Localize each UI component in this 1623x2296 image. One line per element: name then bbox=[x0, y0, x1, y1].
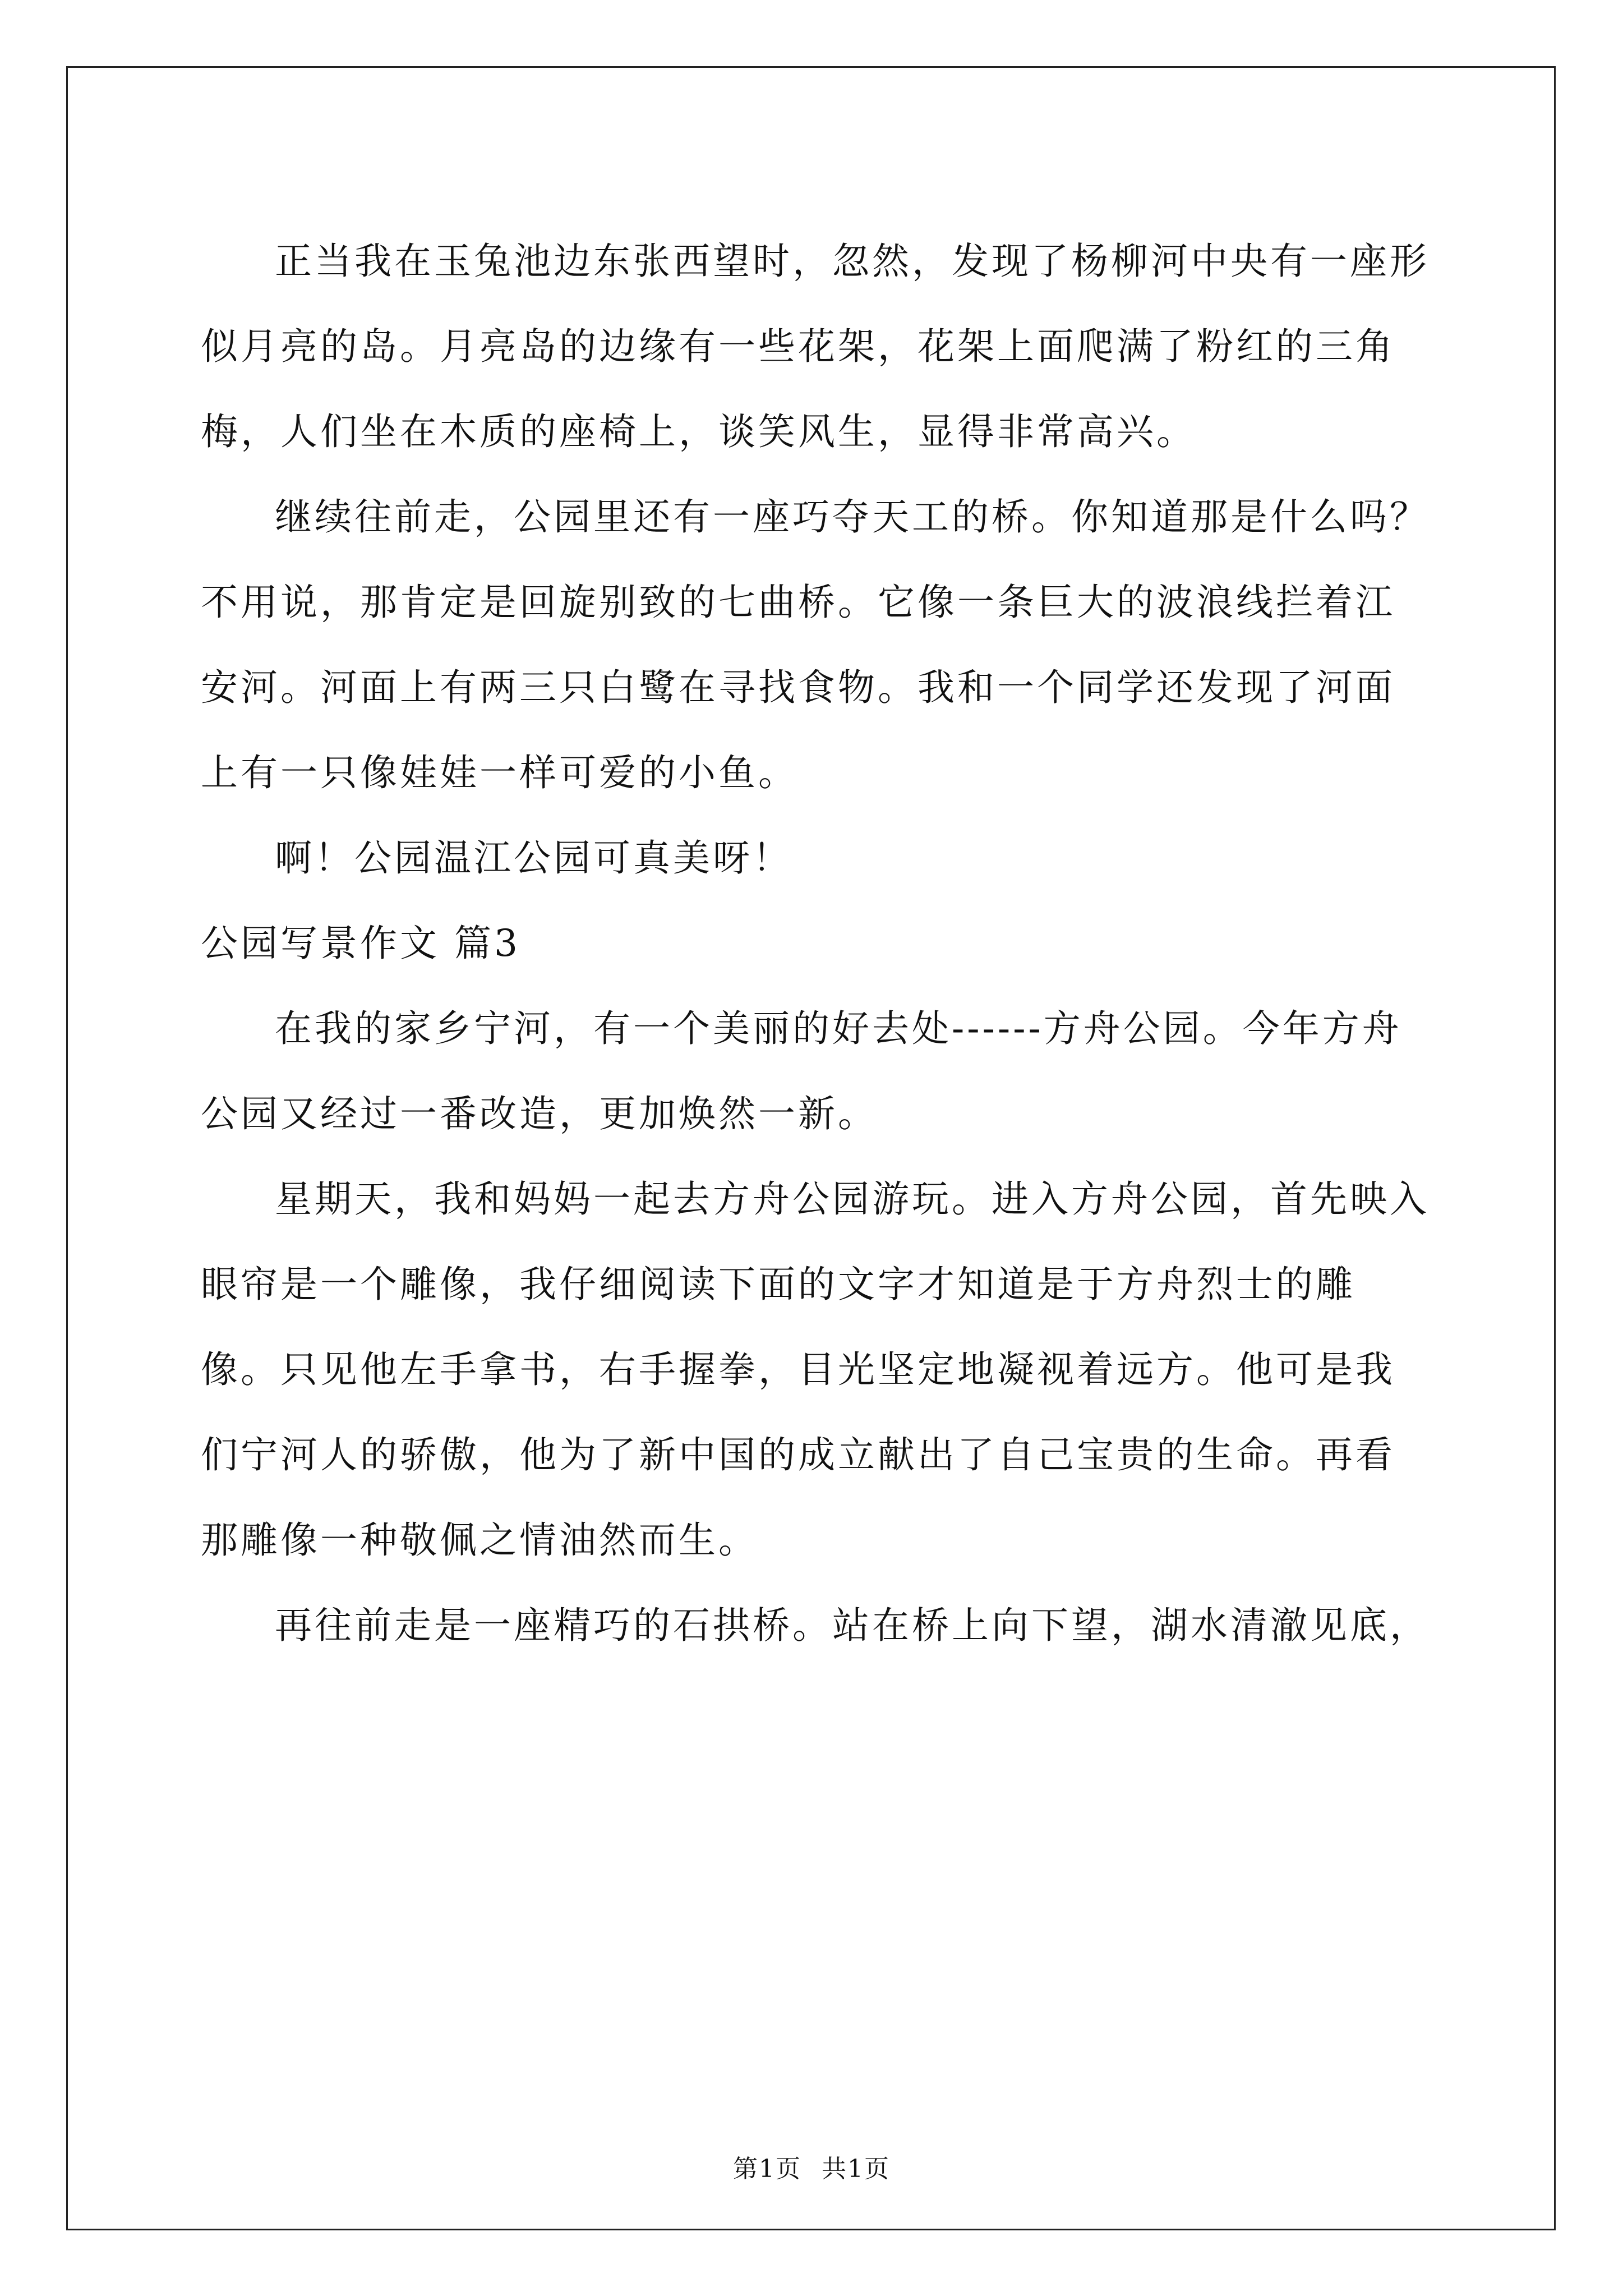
paragraph: 再往前走是一座精巧的石拱桥。站在桥上向下望，湖水清澈见底， bbox=[275, 1604, 1430, 1647]
paragraph: 继续往前走，公园里还有一座巧夺天工的桥。你知道那是什么吗？不用说，那肯定是回旋别致的七曲桥。它像一条巨大的波浪线拦着江安河。河面上有两三只白鹭在寻找食物。我和一个同学还发现了河面上有一只像娃娃一样可爱的小鱼。 bbox=[201, 495, 1430, 794]
paragraph: 正当我在玉兔池边东张西望时，忽然，发现了杨柳河中央有一座形似月亮的岛。月亮岛的边缘有一些花架，花架上面爬满了粉红的三角梅，人们坐在木质的座椅上，谈笑风生，显得非常高兴。 bbox=[201, 240, 1430, 453]
section-title: 公园写景作文 篇3 bbox=[201, 922, 520, 965]
page-total: 共1页 bbox=[822, 2155, 890, 2183]
paragraph: 在我的家乡宁河，有一个美丽的好去处------方舟公园。今年方舟公园又经过一番改造，更加焕然一新。 bbox=[201, 1007, 1402, 1135]
page-number: 第1页 bbox=[733, 2155, 801, 2183]
paragraph: 啊！公园温江公园可真美呀！ bbox=[275, 836, 792, 880]
page-footer bbox=[0, 2148, 1623, 2184]
paragraph: 星期天，我和妈妈一起去方舟公园游玩。进入方舟公园，首先映入眼帘是一个雕像，我仔细阅读下面的文字才知道是于方舟烈士的雕像。只见他左手拿书，右手握拳，目光坚定地凝视着远方。他可是我们宁河人的骄傲，他为了新中国的成立献出了自己宝贵的生命。再看那雕像一种敬佩之情油然而生。 bbox=[201, 1177, 1430, 1562]
document-body bbox=[201, 219, 1435, 1668]
